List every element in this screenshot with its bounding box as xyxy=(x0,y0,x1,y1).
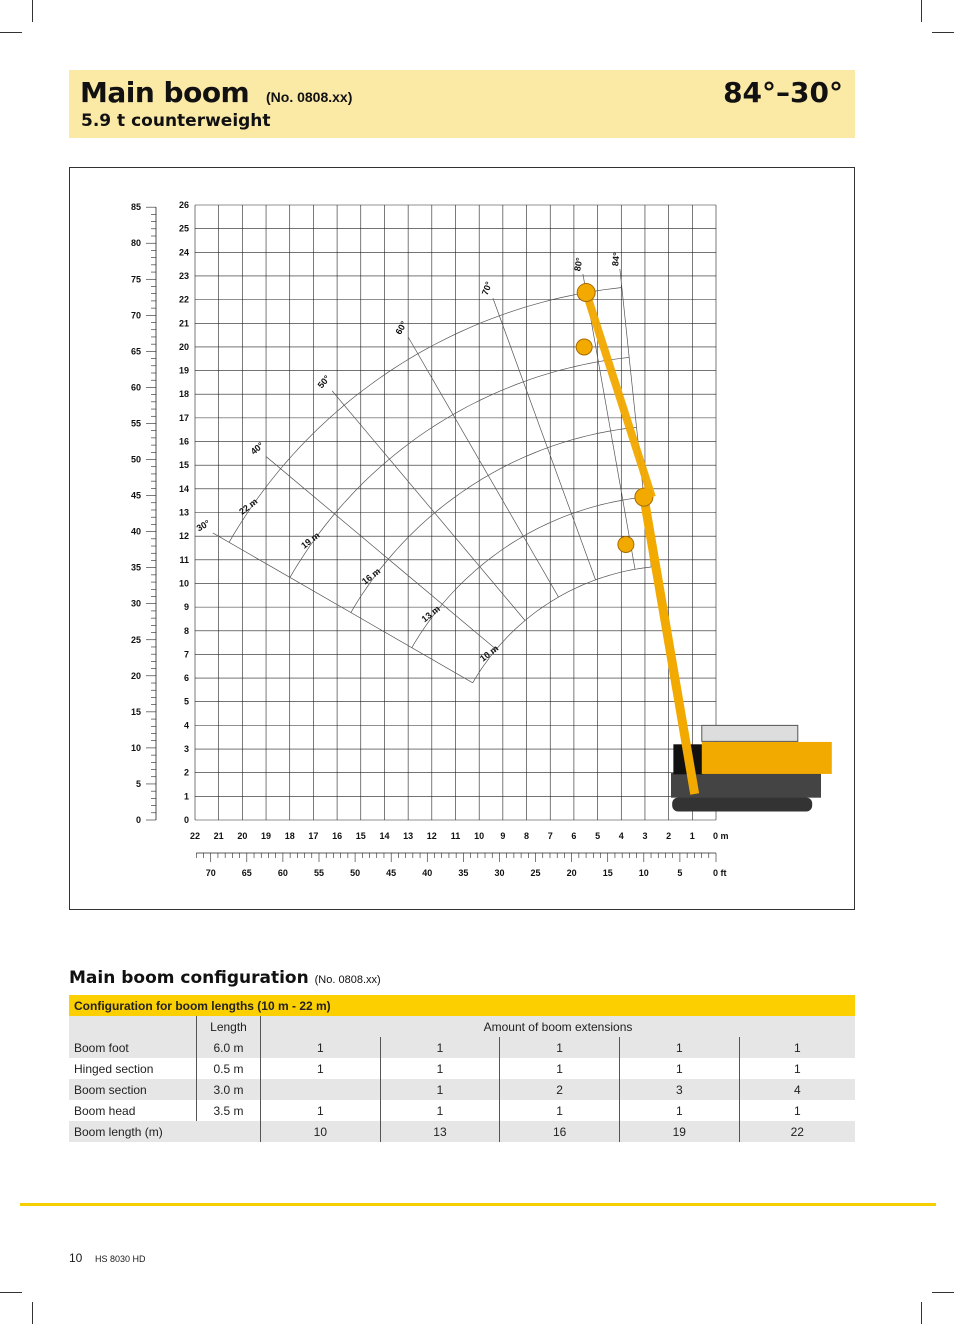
tick-label-y-m: 12 xyxy=(178,531,189,542)
tick-label-y-m: 0 xyxy=(183,815,189,825)
crane-sheave-long xyxy=(577,284,595,302)
total-value: 19 xyxy=(619,1121,739,1142)
tick-label-x-ft: 30 xyxy=(494,868,505,878)
total-value: 13 xyxy=(380,1121,500,1142)
tick-label-y-m: 22 xyxy=(178,294,189,305)
tick-label-x-m: 5 xyxy=(595,831,601,841)
tick-label-y-m: 23 xyxy=(178,270,189,281)
tick-label-x-m: 1 xyxy=(689,831,695,841)
tick-label-x-m: 15 xyxy=(355,831,366,841)
crop-mark xyxy=(932,1292,954,1293)
row-length: 3.0 m xyxy=(197,1079,261,1100)
tick-label-y-ft: 15 xyxy=(130,706,141,717)
config-header-empty xyxy=(69,1016,197,1037)
tick-label-y-ft: 0 xyxy=(135,815,141,825)
tick-label-y-ft: 55 xyxy=(130,418,141,429)
tick-label-y-m: 6 xyxy=(183,673,189,684)
row-value: 4 xyxy=(739,1079,855,1100)
tick-label-y-ft: 40 xyxy=(130,526,141,537)
model-name: HS 8030 HD xyxy=(95,1254,146,1264)
tick-label-x-ft: 25 xyxy=(530,868,541,878)
tick-label-y-m: 8 xyxy=(183,625,189,636)
length-header: Length xyxy=(197,1016,261,1037)
boom-angle-label: 70° xyxy=(479,280,494,297)
tick-label-x-m: 13 xyxy=(403,831,414,841)
tick-label-y-m: 14 xyxy=(178,483,189,494)
page-header xyxy=(69,70,855,138)
tick-label-y-m: 21 xyxy=(178,318,189,329)
tick-label-x-m: 20 xyxy=(237,831,248,841)
angle-range: 84°–30° xyxy=(723,76,843,109)
tick-label-y-m: 4 xyxy=(183,720,189,731)
row-value: 1 xyxy=(500,1037,620,1058)
config-table xyxy=(69,995,855,1142)
tick-label-y-ft: 5 xyxy=(135,778,141,789)
tick-label-x-ft: 0 ft xyxy=(713,868,727,878)
boom-angle-ray xyxy=(408,338,558,598)
tick-label-y-m: 16 xyxy=(178,436,189,447)
tick-label-x-m: 10 xyxy=(474,831,485,841)
tick-label-x-ft: 65 xyxy=(241,868,252,878)
tick-label-x-m: 0 m xyxy=(713,831,729,841)
row-value: 1 xyxy=(380,1079,500,1100)
amount-header: Amount of boom extensions xyxy=(261,1016,856,1037)
row-value: 1 xyxy=(500,1058,620,1079)
row-length: 0.5 m xyxy=(197,1058,261,1079)
tick-label-y-ft: 65 xyxy=(130,346,141,357)
row-value: 1 xyxy=(380,1037,500,1058)
boom-length-label: 13 m xyxy=(419,603,442,625)
tick-label-y-ft: 30 xyxy=(130,598,141,609)
tick-label-y-m: 1 xyxy=(183,791,189,802)
tick-label-x-m: 3 xyxy=(642,831,648,841)
crop-mark xyxy=(932,32,954,33)
tick-label-y-m: 13 xyxy=(178,507,189,518)
boom-angle-label: 40° xyxy=(248,440,266,457)
tick-label-x-m: 14 xyxy=(379,831,390,841)
tick-label-y-m: 9 xyxy=(183,602,189,613)
page-title: Main boom xyxy=(80,76,250,109)
config-header-row xyxy=(69,1016,855,1037)
row-value: 3 xyxy=(619,1079,739,1100)
tick-label-x-m: 17 xyxy=(308,831,319,841)
row-value: 1 xyxy=(739,1100,855,1121)
table-row xyxy=(69,1037,855,1058)
tick-label-y-ft: 45 xyxy=(130,490,141,501)
crop-mark xyxy=(32,0,33,22)
tick-label-x-ft: 10 xyxy=(638,868,649,878)
boom-angle-label: 80° xyxy=(572,256,585,272)
tick-label-y-ft: 10 xyxy=(130,742,141,753)
row-value: 1 xyxy=(380,1100,500,1121)
page-subtitle: 5.9 t counterweight xyxy=(81,111,271,131)
tick-label-y-ft: 35 xyxy=(130,562,141,573)
tick-label-y-ft: 20 xyxy=(130,670,141,681)
config-heading xyxy=(69,968,381,988)
tick-label-x-ft: 50 xyxy=(350,868,361,878)
boom-angle-label: 84° xyxy=(610,251,622,267)
tick-label-y-m: 20 xyxy=(178,341,189,352)
config-band-row xyxy=(69,995,855,1016)
total-label: Boom length (m) xyxy=(69,1121,261,1142)
row-value: 1 xyxy=(380,1058,500,1079)
tick-label-x-ft: 45 xyxy=(386,868,397,878)
boom-length-arc xyxy=(412,497,644,648)
tick-label-x-ft: 35 xyxy=(458,868,469,878)
table-row xyxy=(69,1100,855,1121)
crop-mark xyxy=(921,1302,922,1324)
row-value: 1 xyxy=(619,1037,739,1058)
boom-angle-label: 60° xyxy=(393,319,409,337)
tick-label-y-ft: 85 xyxy=(130,202,141,213)
boom-angle-ray xyxy=(266,457,496,650)
tick-label-y-m: 19 xyxy=(178,365,189,376)
tick-label-x-m: 9 xyxy=(500,831,506,841)
row-value: 1 xyxy=(619,1100,739,1121)
tick-label-y-ft: 70 xyxy=(130,310,141,321)
tick-label-y-m: 5 xyxy=(183,696,189,707)
tick-label-x-m: 8 xyxy=(524,831,530,841)
tick-label-x-ft: 60 xyxy=(277,868,288,878)
tick-label-x-m: 12 xyxy=(426,831,437,841)
tick-label-y-m: 17 xyxy=(178,412,189,423)
config-heading-text: Main boom configuration xyxy=(69,968,309,988)
tick-label-y-ft: 50 xyxy=(130,454,141,465)
tick-label-x-m: 2 xyxy=(666,831,672,841)
row-value: 1 xyxy=(261,1058,381,1079)
tick-label-y-m: 18 xyxy=(178,389,189,400)
boom-length-label: 16 m xyxy=(360,565,383,587)
tick-label-y-ft: 75 xyxy=(130,274,141,285)
crane-hook-block-short xyxy=(618,536,634,552)
tick-label-x-m: 11 xyxy=(450,831,461,841)
crop-mark xyxy=(32,1302,33,1324)
footer-rule xyxy=(20,1203,936,1206)
crane-boom-short xyxy=(644,497,695,794)
boom-angle-label: 50° xyxy=(315,373,333,391)
config-heading-number: (No. 0808.xx) xyxy=(314,974,381,986)
tick-label-x-m: 16 xyxy=(332,831,343,841)
table-row xyxy=(69,1079,855,1100)
row-value: 1 xyxy=(619,1058,739,1079)
row-value xyxy=(261,1079,381,1100)
page-number: 10 xyxy=(69,1251,83,1265)
working-range-svg xyxy=(70,168,854,909)
tick-label-x-m: 6 xyxy=(571,831,577,841)
row-value: 1 xyxy=(739,1058,855,1079)
crop-mark xyxy=(0,1292,22,1293)
row-length: 6.0 m xyxy=(197,1037,261,1058)
row-value: 2 xyxy=(500,1079,620,1100)
working-range-chart xyxy=(69,167,855,910)
tick-label-y-m: 26 xyxy=(178,200,189,210)
tick-label-y-m: 2 xyxy=(183,767,189,778)
tick-label-y-ft: 25 xyxy=(130,634,141,645)
tick-label-x-m: 4 xyxy=(618,831,624,841)
tick-label-x-m: 7 xyxy=(547,831,553,841)
row-value: 1 xyxy=(261,1100,381,1121)
tick-label-x-ft: 15 xyxy=(602,868,613,878)
boom-angle-label: 30° xyxy=(194,517,212,534)
total-value: 10 xyxy=(261,1121,381,1142)
total-row xyxy=(69,1121,855,1142)
total-value: 16 xyxy=(500,1121,620,1142)
tick-label-x-ft: 20 xyxy=(566,868,577,878)
row-label: Boom head xyxy=(69,1100,197,1121)
crane-body xyxy=(702,742,832,774)
tick-label-x-ft: 5 xyxy=(677,868,683,878)
tick-label-y-m: 11 xyxy=(179,554,189,565)
tick-label-y-ft: 80 xyxy=(130,238,141,249)
row-value: 1 xyxy=(500,1100,620,1121)
config-band: Configuration for boom lengths (10 m - 22 m) xyxy=(69,995,855,1016)
crop-mark xyxy=(921,0,922,22)
crane-hook-block-long xyxy=(576,339,592,355)
tick-label-x-m: 22 xyxy=(189,831,201,841)
row-length: 3.5 m xyxy=(197,1100,261,1121)
boom-length-label: 22 m xyxy=(237,496,260,517)
tick-label-y-m: 15 xyxy=(178,460,189,471)
tick-label-x-ft: 70 xyxy=(205,868,216,878)
tick-label-x-ft: 55 xyxy=(313,868,325,878)
boom-length-arc xyxy=(229,288,622,543)
boom-angle-ray xyxy=(332,391,525,621)
tick-label-y-m: 24 xyxy=(178,247,189,258)
tick-label-x-m: 19 xyxy=(261,831,272,841)
tick-label-y-ft: 60 xyxy=(130,382,141,393)
crane-rail xyxy=(702,725,798,741)
row-value: 1 xyxy=(739,1037,855,1058)
tick-label-y-m: 10 xyxy=(178,578,189,589)
tick-label-y-m: 3 xyxy=(183,744,189,755)
row-label: Boom foot xyxy=(69,1037,197,1058)
tick-label-x-ft: 40 xyxy=(422,868,433,878)
crop-mark xyxy=(0,32,22,33)
tick-label-y-m: 7 xyxy=(183,649,189,660)
row-label: Hinged section xyxy=(69,1058,197,1079)
tick-label-y-m: 25 xyxy=(178,223,189,234)
row-value: 1 xyxy=(261,1037,381,1058)
row-label: Boom section xyxy=(69,1079,197,1100)
crane-track xyxy=(672,798,812,812)
boom-length-arc xyxy=(473,567,652,683)
table-row xyxy=(69,1058,855,1079)
tick-label-x-m: 21 xyxy=(213,831,224,841)
boom-length-label: 10 m xyxy=(477,643,501,664)
title-number: (No. 0808.xx) xyxy=(266,89,353,105)
boom-length-label: 19 m xyxy=(299,530,322,551)
total-value: 22 xyxy=(739,1121,855,1142)
tick-label-x-m: 18 xyxy=(284,831,295,841)
boom-length-arc xyxy=(290,357,629,577)
